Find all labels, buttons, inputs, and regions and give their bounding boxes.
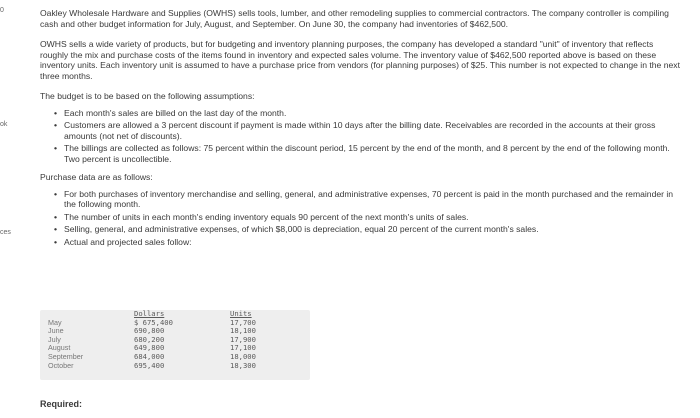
sales-table-header-row — [40, 310, 308, 319]
units-cell: 17,700 — [230, 317, 256, 327]
month-cell: September — [48, 351, 84, 361]
budget-assumption-item: • Each month's sales are billed on the last day of the month. — [54, 108, 680, 119]
units-cell: 18,000 — [230, 351, 256, 361]
budget-assumption-item: • Customers are allowed a 3 percent discount if payment is made within 10 days after the billing date. Receivables are recorded in the accounts at their gross amounts (not net of discounts). — [54, 120, 680, 141]
purchase-assumption-item: • Actual and projected sales follow: — [54, 237, 680, 248]
dollars-cell: 684,000 — [134, 351, 165, 361]
month-cell: August — [48, 343, 71, 353]
purchase-assumption-item: • The number of units in each month's ending inventory equals 90 percent of the next month's units of sales. — [54, 212, 680, 223]
month-cell: May — [48, 317, 62, 327]
table-row — [40, 327, 308, 336]
purchase-assumption-item: • For both purchases of inventory merchandise and selling, general, and administrative expenses, 70 percent is paid in the month purchased and the remainder in the following month. — [54, 189, 680, 210]
sales-table — [40, 310, 308, 370]
owhs-paragraph: OWHS sells a wide variety of products, but for budgeting and inventory planning purposes, the company has developed a standard "unit" of inventory that reflects roughly the mix and purchase costs of the items found in inventory and expected sales volume. The inventory value of $462,500 reported above is based on these inventory units. Each inventory unit is assumed to have a purchase price from vendors (for planning purposes) of $25. This number is not expected to change in the next three months. — [40, 39, 680, 81]
purchase-intro: Purchase data are as follows: — [40, 172, 153, 182]
units-cell: 18,100 — [230, 326, 256, 336]
intro-paragraph: Oakley Wholesale Hardware and Supplies (OWHS) sells tools, lumber, and other remodeling supplies to commercial contractors. The company controller is compiling cash and other budget information for July, August, and September. On June 30, the company had inventories of $462,500. — [40, 8, 669, 29]
budget-intro: The budget is to be based on the following assumptions: — [40, 91, 255, 101]
dollars-cell: 649,800 — [134, 343, 165, 353]
units-header: Units — [230, 309, 252, 318]
units-cell: 17,900 — [230, 334, 256, 344]
required-label: Required: — [40, 399, 83, 409]
budget-assumptions-list — [40, 108, 680, 165]
dollars-cell: 680,200 — [134, 334, 165, 344]
dollars-cell: $ 675,400 — [134, 317, 173, 327]
table-row — [40, 353, 308, 362]
purchase-assumptions-list — [40, 189, 680, 248]
dollars-header: Dollars — [134, 309, 165, 318]
month-cell: October — [48, 360, 74, 370]
table-row — [40, 319, 308, 328]
dollars-cell: 690,800 — [134, 326, 165, 336]
problem-content — [40, 8, 680, 255]
sales-table-container — [40, 310, 310, 380]
units-cell: 17,100 — [230, 343, 256, 353]
month-cell: July — [48, 334, 61, 344]
budget-assumption-item: • The billings are collected as follows: 75 percent within the discount period, 15 percent by the end of the month, and 8 percent by the end of the following month. Two percent is uncollectible. — [54, 143, 680, 164]
left-gutter — [0, 0, 20, 418]
dollars-cell: 695,400 — [134, 360, 165, 370]
gutter-top-mark: 0 — [0, 7, 4, 14]
month-cell: June — [48, 326, 64, 336]
table-row — [40, 362, 308, 371]
units-cell: 18,300 — [230, 360, 256, 370]
gutter-side-label: ces — [0, 229, 11, 236]
table-row — [40, 336, 308, 345]
purchase-assumption-item: • Selling, general, and administrative expenses, of which $8,000 is depreciation, equal 20 percent of the current month's sales. — [54, 224, 680, 235]
gutter-mid-mark: ok — [0, 121, 8, 128]
